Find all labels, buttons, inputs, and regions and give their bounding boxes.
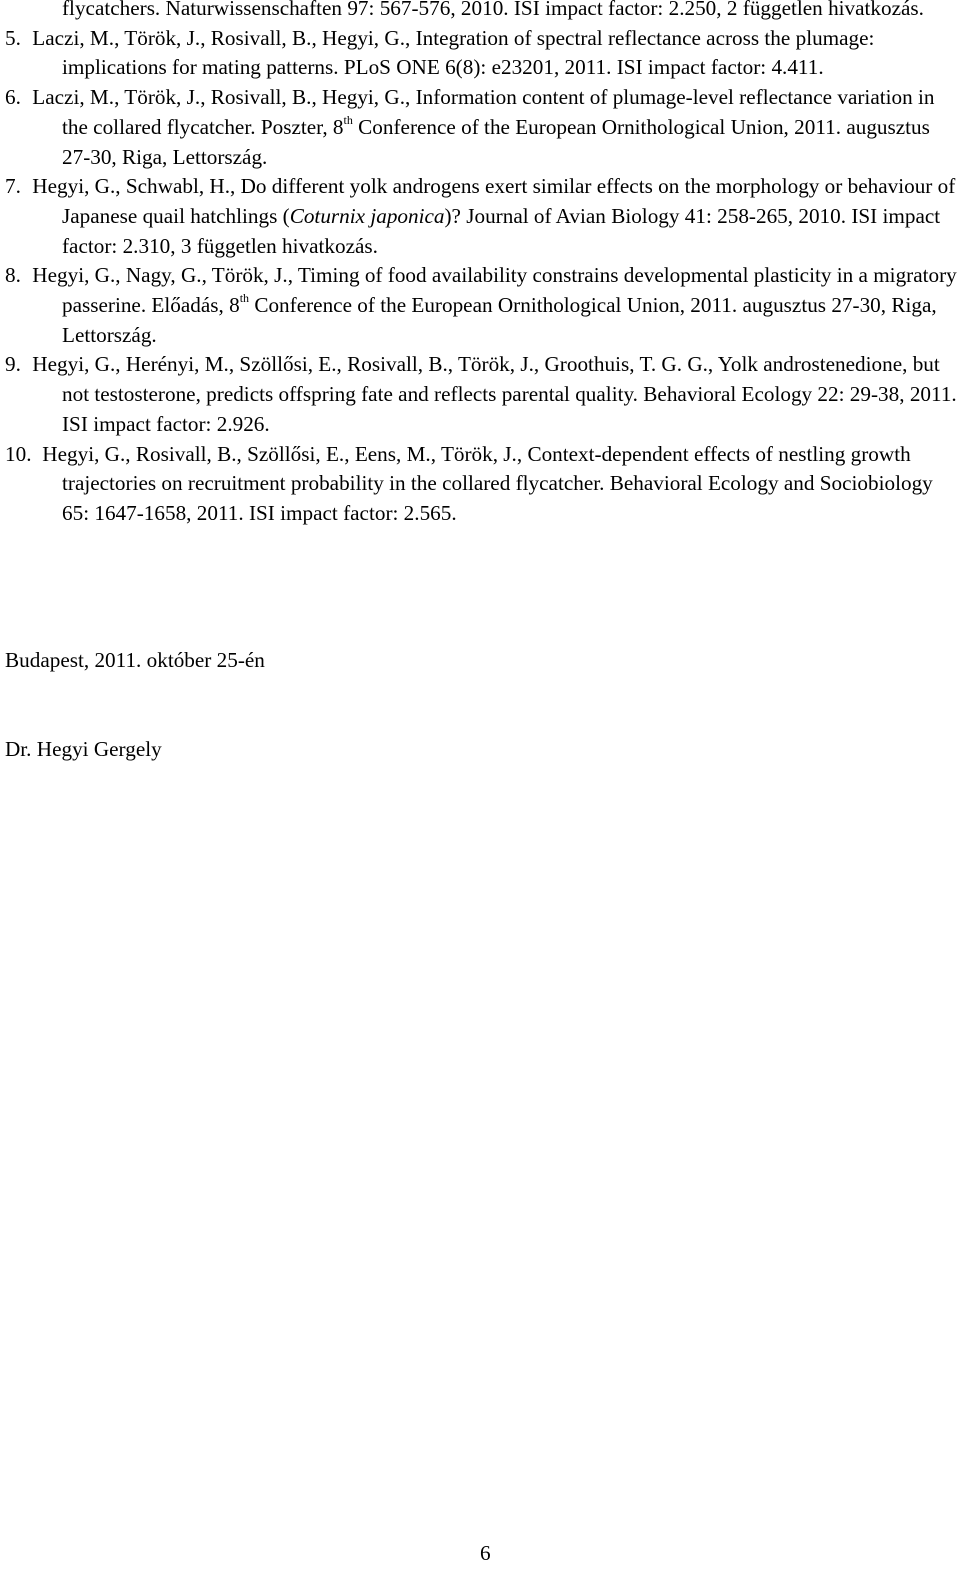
reference-item-9 (5, 350, 957, 439)
reference-number: 6. (5, 85, 21, 110)
signature-name: Dr. Hegyi Gergely (5, 737, 162, 761)
reference-number: 5. (5, 25, 21, 50)
reference-text: Conference of the European Ornithological Union, 2011. augusztus 27-30, Riga, Lettország. (62, 114, 930, 169)
reference-item-8 (5, 261, 957, 350)
page-number: 6 (480, 1541, 491, 1565)
reference-item-5 (5, 24, 957, 83)
reference-item-7 (5, 172, 957, 261)
reference-text: Laczi, M., Török, J., Rosivall, B., Hegyi, G., Information content of plumage-level reflectance variation in the collared flycatcher. Poszter, 8 (32, 85, 935, 139)
place-and-date: Budapest, 2011. október 25-én (5, 648, 265, 672)
reference-text: Hegyi, G., Schwabl, H., Do different yolk androgens exert similar effects on the morphology or behaviour of Japanese quail hatchlings ( (32, 174, 956, 228)
reference-item-10 (5, 440, 957, 529)
reference-number: 9. (5, 352, 21, 377)
reference-text: Laczi, M., Török, J., Rosivall, B., Hegyi, G., Integration of spectral reflectance across the plumage: implications for mating patterns. PLoS ONE 6(8): e23201, 2011. ISI impact factor: 4.411. (32, 25, 875, 80)
reference-text: Hegyi, G., Nagy, G., Török, J., Timing of food availability constrains developmental plasticity in a migratory passerine. Előadás, 8 (32, 263, 957, 318)
reference-text: )? Journal of Avian Biology 41: 258-265, 2010. ISI impact factor: 2.310, 3 független hivatkozás. (62, 203, 941, 258)
reference-number: 10. (5, 441, 32, 466)
species-name: Coturnix japonica (289, 203, 445, 228)
ordinal-suffix: th (239, 290, 250, 305)
reference-number: 7. (5, 174, 21, 199)
reference-text: Conference of the European Ornithological Union, 2011. augusztus 27-30, Riga, Lettország. (62, 293, 937, 347)
reference-item-6 (5, 83, 957, 172)
publication-list (5, 0, 960, 529)
reference-number: 8. (5, 263, 21, 288)
reference-text: Hegyi, G., Herényi, M., Szöllősi, E., Rosivall, B., Török, J., Groothuis, T. G. G., Yolk androstenedione, but not testosterone, predicts offspring fate and reflects parental quality. Behavioral Ecology 22: 29-38, 2011. ISI impact factor: 2.926. (32, 352, 957, 436)
continued-reference-text: flycatchers. Naturwissenschaften 97: 567-576, 2010. ISI impact factor: 2.250, 2 független hivatkozás. (62, 0, 924, 20)
reference-text: Hegyi, G., Rosivall, B., Szöllősi, E., Eens, M., Török, J., Context-dependent effects of nestling growth trajectories on recruitment probability in the collared flycatcher. Behavioral Ecology and Sociobiology 65: 1647-1658, 2011. ISI impact factor: 2.565. (42, 441, 933, 525)
ordinal-suffix: th (343, 112, 353, 127)
